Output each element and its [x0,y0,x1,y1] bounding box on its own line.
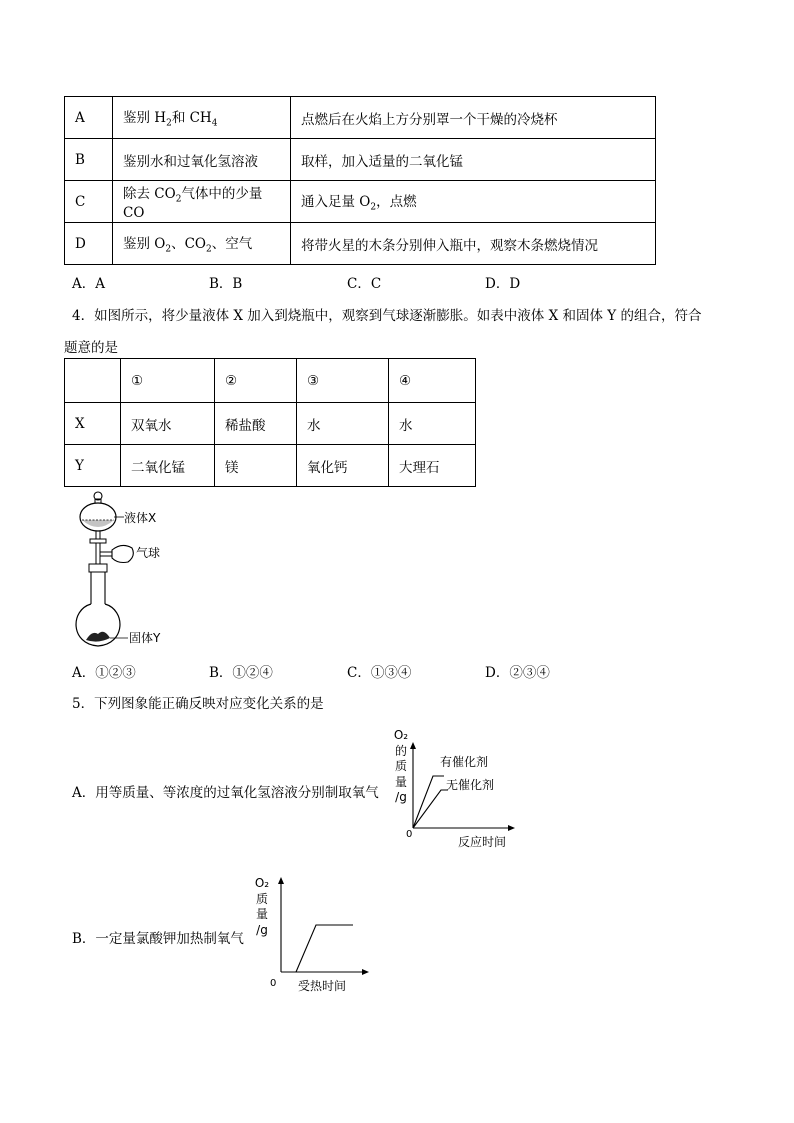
graph-a-series-catalyst: 有催化剂 [440,755,489,769]
purpose-cell: 除去 $CO_2$气体中的少量 CO [113,181,291,223]
q5-option-a-text[interactable]: A．用等质量、等浓度的过氧化氢溶液分别制取氧气 [72,785,379,801]
table-cell: 稀盐酸 [215,403,297,445]
method-cell: 点燃后在火焰上方分别罩一个干燥的冷烧杯 [291,97,656,139]
q3-option-d[interactable]: D．D [485,276,521,292]
graph-b-xlabel: 受热时间 [298,979,347,993]
q4-option-c[interactable]: C．①③④ [347,665,412,681]
row-label: D [65,223,113,265]
table-cell: 水 [389,403,476,445]
graph-b-line [296,925,353,972]
q4-stem-line1: 4．如图所示，将少量液体 X 加入到烧瓶中，观察到气球逐渐膨胀。如表中液体 X 和固体 Y 的组合，符合 [72,308,702,324]
header-cell: ④ [389,359,476,403]
row-label: A [65,97,113,139]
graph-b-origin: 0 [270,978,277,989]
row-label: X [65,403,121,445]
table-row [65,403,476,445]
graph-a-ylabel: O₂ 的 质 量 /g [393,728,409,804]
row-label: B [65,139,113,181]
graph-a-x-arrow [508,825,515,831]
q3-option-a[interactable]: A．A [72,276,105,292]
table-header-row [65,359,476,403]
q3-option-b[interactable]: B．B [209,276,243,292]
q5-stem: 5．下列图象能正确反映对应变化关系的是 [72,696,324,712]
q4-option-d[interactable]: D．②③④ [485,665,550,681]
q5-option-b-text[interactable]: B．一定量氯酸钾加热制氧气 [72,931,244,947]
row-label: C [65,181,113,223]
graph-b [272,876,372,976]
table-cell: 水 [297,403,389,445]
purpose-cell: 鉴别 $O_2$、$CO_2$、空气 [113,223,291,265]
table-row [65,181,656,223]
q4-stem-line2: 题意的是 [64,340,118,356]
table-row [65,97,656,139]
table-cell: 二氧化锰 [121,445,215,487]
header-cell: ① [121,359,215,403]
experiment-table [64,96,656,265]
method-cell: 将带火星的木条分别伸入瓶中，观察木条燃烧情况 [291,223,656,265]
header-cell: ③ [297,359,389,403]
table-cell: 双氧水 [121,403,215,445]
method-cell: 取样，加入适量的二氧化锰 [291,139,656,181]
graph-a-origin: 0 [406,829,413,840]
graph-b-y-arrow [278,877,284,884]
header-cell [65,359,121,403]
graph-a-line-catalyst [413,776,444,828]
graph-b-x-arrow [362,969,369,975]
graph-b-ylabel: O₂ 质 量 /g [254,876,270,937]
graph-a-y-arrow [410,742,416,749]
table-cell: 氧化钙 [297,445,389,487]
row-label: Y [65,445,121,487]
header-cell: ② [215,359,297,403]
q4-option-a[interactable]: A．①②③ [72,665,136,681]
purpose-cell: 鉴别水和过氧化氢溶液 [113,139,291,181]
method-cell: 通入足量 $O_2$，点燃 [291,181,656,223]
balloon-label: 气球 [136,546,161,560]
table-row [65,223,656,265]
table-row [65,445,476,487]
solid-y-label: 固体Y [129,631,161,645]
table-cell: 镁 [215,445,297,487]
q4-combination-table [64,358,476,487]
liquid-x-label: 液体X [124,511,157,525]
table-row [65,139,656,181]
graph-a-line-no-catalyst [413,790,448,828]
table-cell: 大理石 [389,445,476,487]
purpose-cell: 鉴别 $H_2$和 $CH_4$ [113,97,291,139]
q4-option-b[interactable]: B．①②④ [209,665,273,681]
graph-a-xlabel: 反应时间 [458,835,507,849]
graph-a-series-no-catalyst: 无催化剂 [446,778,495,792]
q3-option-c[interactable]: C．C [347,276,382,292]
